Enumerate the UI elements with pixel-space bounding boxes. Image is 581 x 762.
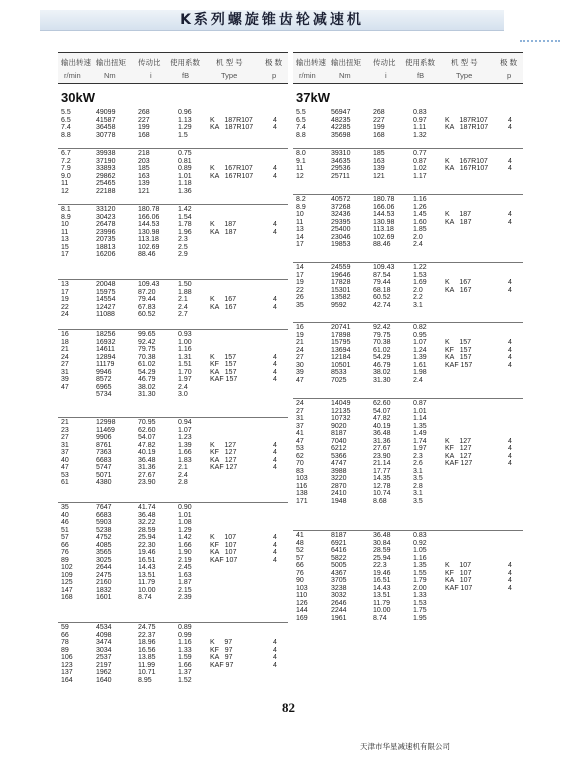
- cell-torque: 33120 30423 26478 23996 20735 18813 16206: [96, 206, 116, 258]
- cell-pole: 4 4 4 4: [508, 437, 512, 467]
- cell-ratio: 99.65 92.42 79.75 70.38 61.02 54.29 46.79 38.02 31.30: [138, 331, 156, 398]
- table-row-group: [58, 502, 288, 613]
- header-model: 机 型 号: [216, 58, 243, 67]
- cell-model: K 127 KF 127 KA 127 KAF 127: [445, 437, 473, 467]
- page-title: K系列螺旋锥齿轮减速机: [180, 12, 364, 28]
- unit-torque: Nm: [104, 71, 116, 80]
- power-label: 37kW: [296, 90, 330, 105]
- cell-service-factor: 0.96 1.13 1.29 1.5: [178, 109, 192, 139]
- cell-ratio: 62.60 54.07 47.82 40.19 36.48 31.36 27.67 23.90 21.14 17.77 14.35 12.78 10.74 8.68: [373, 400, 391, 505]
- cell-pole: 4 4: [508, 157, 512, 172]
- table-row-group: [293, 194, 523, 260]
- cell-torque: 8187 6921 6416 5822 5005 4367 3705 3238 3032 2646 2244 1961: [331, 532, 347, 622]
- cell-pole: 4 4: [273, 296, 277, 311]
- cell-speed: 16 19 21 24 27 30 39 47: [296, 324, 304, 384]
- cell-speed: 35 40 46 51 57 66 76 89 102 109 125 147 168: [61, 504, 73, 601]
- cell-speed: 13 17 19 22 24: [61, 281, 69, 318]
- cell-pole: 4 4: [273, 165, 277, 180]
- cell-pole: 4 4: [273, 221, 277, 236]
- table-row-group: [58, 622, 288, 685]
- cell-model: K 187 KA 187: [210, 221, 237, 236]
- cell-ratio: 109.43 87.54 79.44 68.18 60.52 42.74: [373, 264, 395, 309]
- cell-speed: 5.5 6.5 7.4 8.8: [61, 109, 71, 139]
- cell-torque: 49099 41587 36458 30778: [96, 109, 116, 139]
- cell-pole: 4 4 4 4: [273, 353, 277, 383]
- unit-model: Type: [456, 71, 473, 80]
- decorative-dots: [520, 40, 560, 42]
- cell-torque: 39310 34635 29536 25711: [331, 150, 351, 180]
- cell-torque: 4534 4098 3474 3034 2537 2197 1962 1640: [96, 624, 112, 684]
- cell-ratio: 41.74 36.48 32.22 28.59 25.94 22.30 19.46 16.51 14.43 13.51 11.79 10.00 8.74: [138, 504, 156, 601]
- table-header: [293, 52, 523, 84]
- cell-pole: 4 4 4 4: [508, 339, 512, 369]
- cell-model: K 167 KA 167: [445, 279, 472, 294]
- title-banner: [40, 10, 504, 30]
- cell-model: K 127 KF 127 KA 127 KAF 127: [210, 441, 238, 471]
- cell-pole: 4 4 4 4: [273, 639, 277, 669]
- unit-ratio: i: [150, 71, 152, 80]
- table-row-group: [58, 417, 288, 493]
- cell-speed: 8.1 8.9 10 11 13 15 17: [61, 206, 71, 258]
- table-row-group: [58, 279, 288, 325]
- header-speed: 输出转速: [296, 58, 326, 67]
- cell-model: K 107 KF 107 KA 107 KAF 107: [210, 534, 238, 564]
- cell-service-factor: 0.90 1.01 1.08 1.29 1.42 1.66 1.90 2.19 2.45 1.63 1.87 2.15 2.39: [178, 504, 192, 601]
- cell-service-factor: 0.83 0.97 1.11 1.32: [413, 109, 427, 139]
- cell-service-factor: 0.82 0.95 1.07 1.24 1.39 1.61 1.98 2.4: [413, 324, 427, 384]
- cell-model: K 187 KA 187: [445, 211, 472, 226]
- cell-torque: 12998 11469 9906 8761 7363 6683 5747 5071 4380: [96, 419, 116, 486]
- cell-ratio: 70.95 62.60 54.07 47.82 40.19 36.48 31.36 27.67 23.90: [138, 419, 156, 486]
- cell-pole: 4 4: [273, 116, 277, 131]
- cell-service-factor: 0.77 0.87 1.02 1.17: [413, 150, 427, 180]
- table-row-group: [293, 108, 523, 146]
- table-37kw: [293, 52, 523, 684]
- cell-torque: 20741 17898 15795 13694 12184 10501 8533 7025: [331, 324, 351, 384]
- cell-speed: 24 27 31 37 41 47 53 62 70 83 103 116 138 171: [296, 400, 308, 505]
- cell-service-factor: 0.87 1.01 1.14 1.35 1.49 1.74 1.97 2.3 2.6 3.1 3.5 2.8 3.1 3.5: [413, 400, 427, 505]
- header-torque: 输出扭矩: [96, 58, 126, 67]
- cell-ratio: 180.78 166.06 144.53 130.98 113.18 102.69 88.46: [138, 206, 160, 258]
- cell-speed: 14 17 19 22 26 35: [296, 264, 304, 309]
- table-row-group: [293, 322, 523, 391]
- cell-speed: 6.7 7.2 7.9 9.0 11 12: [61, 150, 71, 195]
- cell-pole: 4 4: [508, 211, 512, 226]
- unit-model: Type: [221, 71, 238, 80]
- cell-model: K 167R107 KA 167R107: [210, 165, 254, 180]
- unit-ratio: i: [385, 71, 387, 80]
- cell-pole: 4 4 4 4: [273, 534, 277, 564]
- header-pole: 极 数: [265, 58, 283, 67]
- cell-model: K 167R107 KA 167R107: [445, 157, 489, 172]
- header-pole: 极 数: [500, 58, 518, 67]
- cell-torque: 39938 37190 33893 29862 25465 22188: [96, 150, 116, 195]
- table-row-group: [293, 398, 523, 524]
- page-number: 82: [282, 700, 295, 715]
- table-row-group: [293, 262, 523, 315]
- cell-model: K 187R107 KA 187R107: [445, 116, 489, 131]
- unit-pole: p: [272, 71, 277, 80]
- cell-pole: 4 4: [508, 279, 512, 294]
- cell-pole: 4 4: [508, 116, 512, 131]
- table-row-group: [58, 329, 288, 405]
- cell-model: K 157 KF 157 KA 157 KAF 157: [210, 353, 238, 383]
- unit-speed: r/min: [299, 71, 316, 80]
- cell-ratio: 185 163 139 121: [373, 150, 385, 180]
- cell-model: K 157 KF 157 KA 157 KAF 157: [445, 339, 473, 369]
- cell-ratio: 268 227 199 168: [138, 109, 150, 139]
- cell-service-factor: 1.22 1.53 1.69 2.0 2.2 3.1: [413, 264, 427, 309]
- cell-ratio: 92.42 79.75 70.38 61.02 54.29 46.79 38.02 31.30: [373, 324, 391, 384]
- header-ratio: 传动比: [138, 58, 161, 67]
- cell-pole: 4 4 4 4: [273, 441, 277, 471]
- unit-torque: Nm: [339, 71, 351, 80]
- table-header: [58, 52, 288, 84]
- cell-torque: 20048 15975 14554 12427 11088: [96, 281, 116, 318]
- cell-service-factor: 0.83 0.92 1.05 1.16 1.35 1.55 1.79 2.00 1.33 1.53 1.75 1.95: [413, 532, 427, 622]
- cell-speed: 8.2 8.9 10 11 13 14 17: [296, 196, 306, 248]
- company-name: 天津市华星减速机有限公司: [360, 742, 450, 751]
- table-row-group: [293, 530, 523, 641]
- cell-speed: 21 23 27 31 37 40 47 53 61: [61, 419, 69, 486]
- cell-torque: 18256 16932 14611 12894 11179 9946 8572 6965 5734: [96, 331, 116, 398]
- table-row-group: [58, 148, 288, 199]
- unit-service-factor: fB: [182, 71, 190, 80]
- cell-service-factor: 0.89 0.99 1.16 1.33 1.59 1.66 1.37 1.52: [178, 624, 192, 684]
- cell-ratio: 268 227 199 168: [373, 109, 385, 139]
- table-row-group: [58, 204, 288, 265]
- header-service-factor: 使用系数: [405, 58, 435, 67]
- cell-service-factor: 1.42 1.54 1.78 1.96 2.3 2.5 2.9: [178, 206, 192, 258]
- unit-pole: p: [507, 71, 512, 80]
- cell-model: K 97 KF 97 KA 97 KAF 97: [210, 639, 234, 669]
- cell-service-factor: 0.75 0.81 0.89 1.01 1.18 1.36: [178, 150, 192, 195]
- header-ratio: 传动比: [373, 58, 396, 67]
- header-model: 机 型 号: [451, 58, 478, 67]
- table-30kw: [58, 52, 288, 684]
- cell-torque: 14049 12135 10732 9020 8187 7040 6212 5366 4747 3988 3220 2870 2410 1948: [331, 400, 351, 505]
- cell-ratio: 24.75 22.37 18.96 16.56 13.85 11.99 10.71 8.95: [138, 624, 156, 684]
- cell-service-factor: 1.50 1.88 2.1 2.4 2.7: [178, 281, 192, 318]
- header-torque: 输出扭矩: [331, 58, 361, 67]
- table-row-group: [293, 148, 523, 189]
- cell-torque: 56947 48235 42285 35698: [331, 109, 351, 139]
- cell-torque: 7647 6683 5903 5238 4752 4085 3565 3025 2644 2475 2160 1832 1601: [96, 504, 112, 601]
- cell-speed: 8.0 9.1 11 12: [296, 150, 306, 180]
- cell-speed: 41 48 52 57 66 76 90 103 110 126 144 169: [296, 532, 308, 622]
- cell-ratio: 109.43 87.20 79.44 67.83 60.52: [138, 281, 160, 318]
- cell-model: K 107 KF 107 KA 107 KAF 107: [445, 562, 473, 592]
- cell-speed: 5.5 6.5 7.4 8.8: [296, 109, 306, 139]
- unit-service-factor: fB: [417, 71, 425, 80]
- unit-speed: r/min: [64, 71, 81, 80]
- cell-speed: 59 66 78 89 106 123 137 164: [61, 624, 73, 684]
- cell-torque: 24559 19646 17828 15301 13582 9592: [331, 264, 351, 309]
- cell-torque: 40572 37268 32436 29395 25400 23046 19853: [331, 196, 351, 248]
- table-row-group: [58, 108, 288, 146]
- power-label: 30kW: [61, 90, 95, 105]
- cell-service-factor: 1.16 1.26 1.45 1.60 1.85 2.0 2.4: [413, 196, 427, 248]
- cell-speed: 16 18 21 24 27 31 39 47: [61, 331, 69, 391]
- cell-ratio: 218 203 185 163 139 121: [138, 150, 150, 195]
- header-service-factor: 使用系数: [170, 58, 200, 67]
- header-speed: 输出转速: [61, 58, 91, 67]
- cell-ratio: 180.78 166.06 144.53 130.98 113.18 102.69 88.46: [373, 196, 395, 248]
- cell-service-factor: 0.94 1.07 1.23 1.39 1.66 1.83 2.1 2.4 2.8: [178, 419, 192, 486]
- cell-ratio: 36.48 30.84 28.59 25.94 22.3 19.46 16.51 14.43 13.51 11.79 10.00 8.74: [373, 532, 391, 622]
- cell-model: K 187R107 KA 187R107: [210, 116, 254, 131]
- cell-service-factor: 0.93 1.00 1.16 1.31 1.51 1.70 1.97 2.4 3.0: [178, 331, 192, 398]
- cell-model: K 167 KA 167: [210, 296, 237, 311]
- cell-pole: 4 4 4 4: [508, 562, 512, 592]
